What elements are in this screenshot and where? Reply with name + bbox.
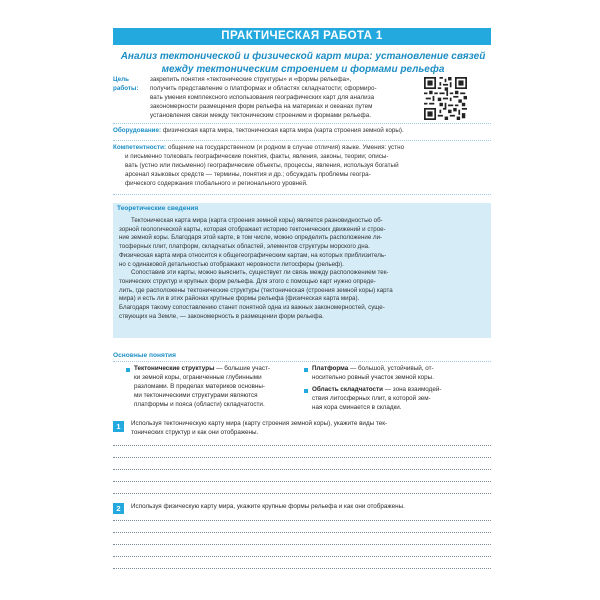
theory-line: Физическая карта мира относится к общегеографическим картам, на которых приблизитель- [119,251,387,259]
work-title [118,50,488,76]
divider [113,361,491,362]
goal-line: получить представление о платформах и областях складчатости; сформиро- [150,84,377,92]
concept-platform [312,365,490,383]
task-2-text [131,503,491,512]
competencies-line: вать (устно или письменно) географические объекты, процессы, явления, используя богатый [125,161,399,169]
answer-line[interactable] [113,520,491,521]
answer-line[interactable] [113,445,491,446]
theory-text [113,217,491,321]
theory-line: тосферных плит, платформ, складчатых областей, элементов структуры морского дна. [119,243,370,251]
concept-text: ки земной коры, ограниченные глубинными [134,373,262,381]
divider [113,194,491,195]
goal-line: установления связи между тектоническим строением и формами рельефа. [150,111,371,119]
goal-line: вать умения комплексного использования географических карт для анализа [150,93,375,101]
theory-line: Благодаря такому сопоставлению станет понятной одна из важных закономерностей, суще- [119,304,385,312]
concept-term: Область складчатости [312,386,383,393]
square-bullet-icon [304,368,308,372]
square-bullet-icon [126,368,130,372]
concept-text: ная кора сминается в складки. [312,403,402,411]
answer-line[interactable] [113,457,491,458]
task-line: тонических структур и как они отображены. [131,428,259,436]
theory-line: зорной геологической карты, которая отображает историю тектонических движений и строе- [119,225,386,233]
concept-text: — большие участ- [214,365,271,372]
competencies-line: арсенал языковых средств — термины, понятия и др.; обсуждать проблемы геогра- [125,170,371,178]
theory-line: лить, где расположены тектонические структуры (тектоническая (строения земной коры) карта [119,286,393,294]
goal-label: Цель работы: [113,76,139,92]
theory-line: Сопоставив эти карты, можно выяснить, существует ли связь между расположением тек- [131,269,389,277]
concept-text: ствия литосферных плит, в которой зем- [312,394,431,402]
answer-line[interactable] [113,556,491,557]
task-line: Используя тектоническую карту мира (карту строения земной коры), укажите виды тек- [131,420,388,427]
page-banner: ПРАКТИЧЕСКАЯ РАБОТА 1 [113,28,491,45]
theory-line: мира) и есть ли в этих районах крупные формы рельефа (физическая карта мира). [119,295,360,303]
answer-line[interactable] [113,493,491,494]
answer-line[interactable] [113,544,491,545]
task-number: 2 [113,503,124,514]
competencies-label: Компетентности: [113,144,167,151]
task-number: 1 [113,421,124,432]
concept-text: ми тектоническими структурами являются [134,391,258,399]
work-title-line-1: Анализ тектонической и физической карт мира: установление связей [120,51,486,62]
concept-fold-area [312,386,490,413]
concept-text: разломами. В пределах материков основны- [134,382,265,390]
answer-line[interactable] [113,481,491,482]
competencies-section [113,144,491,189]
qr-code-icon[interactable] [424,77,467,120]
competencies-line: фического содержания глобального и регионального уровней. [125,179,308,187]
theory-line: Тектоническая карта мира (карта строения земной коры) является разновидностью об- [131,217,383,224]
task-line: Используя физическую карту мира, укажите крупные формы рельефа и как они отображены. [131,503,405,510]
theory-box [113,203,491,338]
concept-text: носительно ровный участок земной коры. [312,373,434,381]
theory-label: Теоретические сведения [117,205,199,212]
task-1-text [131,420,491,438]
theory-line: но с одинаковой детальностью отображают неровности литосферы (рельеф). [119,260,344,268]
concept-text: — большой, устойчивый, от- [348,365,434,372]
concept-text: — зона взаимодей- [382,386,442,393]
square-bullet-icon [304,389,308,393]
concepts-label: Основные понятия [113,352,176,359]
concept-tectonic-structures [134,365,304,410]
equipment-text: физическая карта мира, тектоническая карта мира (карта строения земной коры). [162,127,404,134]
goal-section [113,76,418,121]
divider [113,123,491,124]
concept-term: Тектонические структуры [134,365,215,372]
theory-line: ние земной коры. Благодаря этой карте, в том числе, можно определить расположение ли- [119,234,383,242]
concept-term: Платформа [312,365,349,372]
goal-line: закономерности размещения форм рельефа на материках и океанах путем [150,102,373,110]
competencies-line: и письменно толковать географические понятия, факты, явления, законы, теории; описы- [125,152,389,160]
theory-line: тонических структур и крупных форм рельефа. Для этого с помощью карт нужно опреде- [119,277,376,285]
concept-text: платформы и пояса (области) складчатости. [134,400,265,408]
equipment-section [113,127,491,136]
answer-line[interactable] [113,469,491,470]
theory-line: ствующих на Земле, — закономерность в размещении форм рельефа. [119,312,324,320]
equipment-label: Оборудование: [113,127,162,134]
divider [113,140,491,141]
goal-line: закрепить понятия «тектонические структуры» и «формы рельефа», [150,76,352,83]
work-title-line-2: между тектоническим строением и формами рельефа [161,64,445,75]
competencies-line: общение на государственном (и родном в случае отличия) языке. Умения: устно [168,144,405,151]
answer-line[interactable] [113,568,491,569]
answer-line[interactable] [113,532,491,533]
